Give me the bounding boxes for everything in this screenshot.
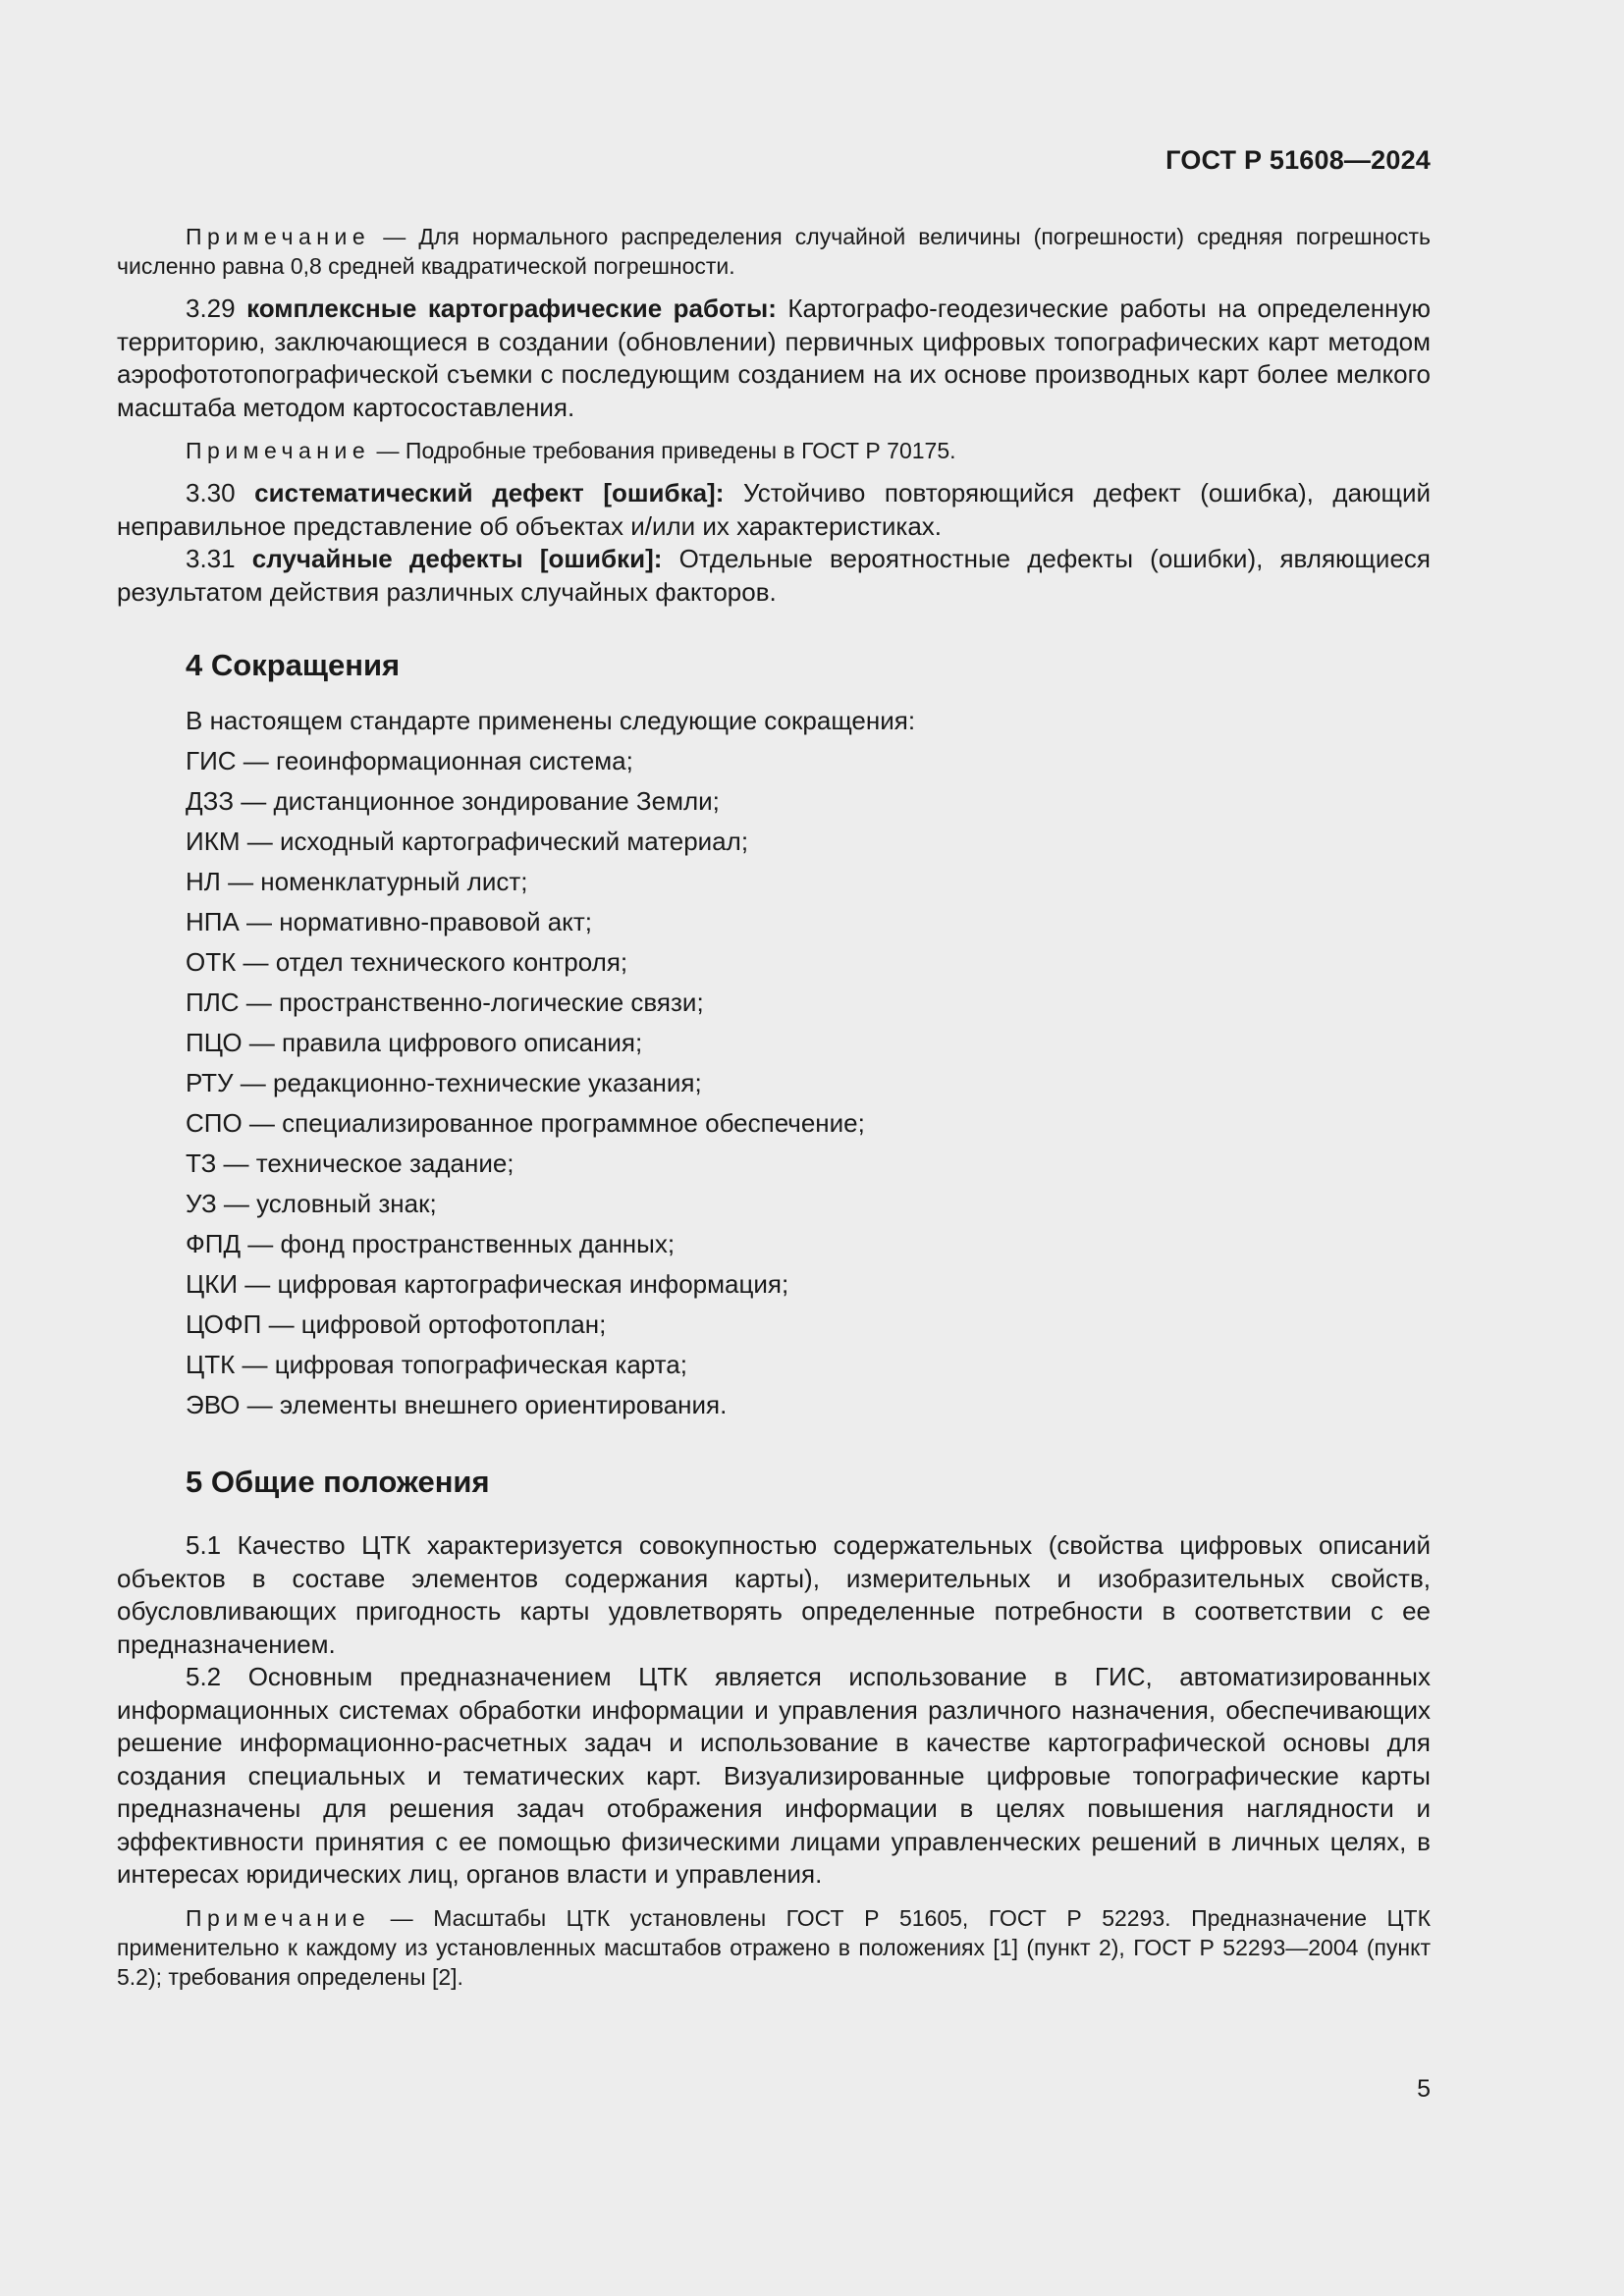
abbreviation-item: СПО — специализированное программное обеспечение; bbox=[186, 1108, 865, 1138]
abbreviation-item: РТУ — редакционно-технические указания; bbox=[186, 1068, 702, 1097]
document-code-header: ГОСТ Р 51608—2024 bbox=[1165, 145, 1431, 175]
abbreviation-item: ФПД — фонд пространственных данных; bbox=[186, 1229, 676, 1258]
term-number: 3.30 bbox=[186, 478, 236, 507]
term-title: систематический дефект [ошибка]: bbox=[254, 478, 725, 507]
term-definition: Устойчиво повторяющийся дефект (ошибка), дающий неправильное представление об объектах и/или их характеристиках. bbox=[117, 478, 1431, 541]
term-3-29 bbox=[117, 293, 1431, 424]
abbreviation-item: НПА — нормативно-правовой акт; bbox=[186, 907, 592, 936]
note-text: — Подробные требования приведены в ГОСТ Р 70175. bbox=[376, 438, 956, 463]
term-number: 3.31 bbox=[186, 544, 236, 573]
note-text: — Масштабы ЦТК установлены ГОСТ Р 51605, ГОСТ Р 52293. Предназначение ЦТК применительно к каждому из установленных масштабов отражено в положениях [1] (пункт 2), ГОСТ Р 52293—2004 (пункт 5.2); требования определены [2]. bbox=[117, 1904, 1431, 1990]
term-definition: Картографо-геодезические работы на определенную территорию, заключающиеся в создании (обновлении) первичных цифровых топографических карт методом аэрофототопографической съемки с последующим созданием на их основе производных карт более мелкого масштаба методом картосоставления. bbox=[117, 294, 1432, 422]
term-title: случайные дефекты [ошибки]: bbox=[251, 544, 663, 573]
abbreviation-item: ПЛС — пространственно-логические связи; bbox=[186, 988, 704, 1017]
term-definition: Отдельные вероятностные дефекты (ошибки), являющиеся результатом действия различных случайных факторов. bbox=[117, 544, 1431, 607]
paragraph-5-2: 5.2 Основным предназначением ЦТК является использование в ГИС, автоматизированных информационных системах обработки информации и управления различного назначения, обеспечивающих решение информационно-расчетных задач и использование в качестве картографической основы для создания специальных и тематических карт. Визуализированные цифровые топографические карты предназначены для решения задач отображения информации в целях повышения наглядности и эффективности принятия с ее помощью физическими лицами управленческих решений в личных целях, в интересах юридических лиц, органов власти и управления. bbox=[117, 1662, 1431, 1889]
abbreviation-item: УЗ — условный знак; bbox=[186, 1189, 437, 1218]
term-number: 3.29 bbox=[186, 294, 236, 323]
note-label: Примечание bbox=[186, 438, 371, 463]
term-3-31 bbox=[117, 543, 1431, 609]
note-3-28 bbox=[117, 222, 1431, 281]
page-content bbox=[117, 222, 1431, 1992]
abbreviation-item: ДЗЗ — дистанционное зондирование Земли; bbox=[186, 786, 720, 816]
page-number: 5 bbox=[1417, 2075, 1431, 2103]
note-5-2 bbox=[117, 1903, 1431, 1992]
section-5-heading: 5 Общие положения bbox=[186, 1465, 490, 1499]
abbreviations-list bbox=[117, 741, 1431, 1425]
abbreviation-item: ПЦО — правила цифрового описания; bbox=[186, 1028, 643, 1057]
abbreviation-item: ЦОФП — цифровой ортофотоплан; bbox=[186, 1309, 607, 1339]
term-3-30 bbox=[117, 477, 1431, 543]
abbreviation-item: ОТК — отдел технического контроля; bbox=[186, 947, 628, 977]
abbreviations-intro: В настоящем стандарте применены следующие сокращения: bbox=[186, 706, 916, 735]
abbreviation-item: ИКМ — исходный картографический материал; bbox=[186, 827, 749, 856]
abbreviation-item: ЦТК — цифровая топографическая карта; bbox=[186, 1350, 687, 1379]
abbreviation-item: ТЗ — техническое задание; bbox=[186, 1148, 514, 1178]
note-label: Примечание bbox=[186, 1904, 371, 1931]
note-3-29 bbox=[117, 436, 1431, 465]
term-title: комплексные картографические работы: bbox=[246, 294, 777, 323]
section-4-heading: 4 Сокращения bbox=[186, 648, 401, 682]
note-label: Примечание bbox=[186, 224, 371, 249]
abbreviation-item: ЭВО — элементы внешнего ориентирования. bbox=[186, 1390, 728, 1419]
abbreviation-item: НЛ — номенклатурный лист; bbox=[186, 867, 528, 896]
abbreviation-item: ГИС — геоинформационная система; bbox=[186, 746, 633, 775]
paragraph-5-1: 5.1 Качество ЦТК характеризуется совокупностью содержательных (свойства цифровых описаний объектов в составе элементов содержания карты), измерительных и изобразительных свойств, обусловливающих пригодность карты удовлетворять определенные потребности в соответствии с ее предназначением. bbox=[117, 1530, 1431, 1659]
abbreviation-item: ЦКИ — цифровая картографическая информация; bbox=[186, 1269, 789, 1299]
note-text: — Для нормального распределения случайной величины (погрешности) средняя погрешность численно равна 0,8 средней квадратической погрешности. bbox=[117, 224, 1431, 279]
